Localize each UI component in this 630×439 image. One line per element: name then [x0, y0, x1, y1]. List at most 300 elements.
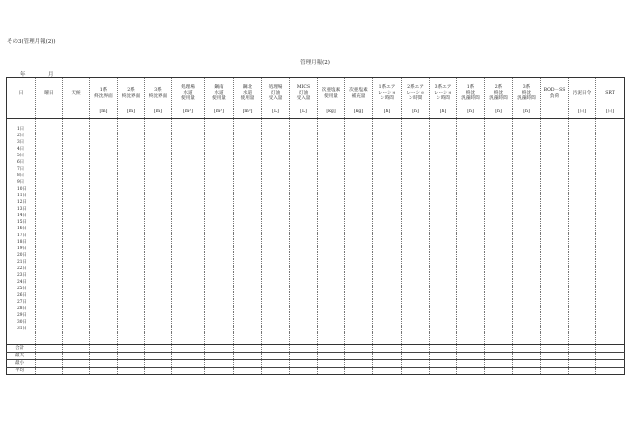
entry-cell[interactable] [205, 206, 234, 213]
entry-cell[interactable] [541, 139, 569, 146]
entry-cell[interactable] [541, 259, 569, 266]
entry-cell[interactable] [541, 252, 569, 259]
entry-cell[interactable] [145, 279, 172, 286]
summary-cell[interactable] [90, 367, 118, 375]
entry-cell[interactable] [373, 246, 402, 253]
entry-cell[interactable] [63, 186, 90, 193]
entry-cell[interactable] [90, 146, 118, 153]
entry-cell[interactable] [373, 199, 402, 206]
entry-cell[interactable] [596, 139, 625, 146]
entry-cell[interactable] [205, 319, 234, 326]
entry-cell[interactable] [373, 139, 402, 146]
summary-cell[interactable] [63, 345, 90, 353]
entry-cell[interactable] [318, 193, 345, 200]
entry-cell[interactable] [36, 139, 63, 146]
entry-cell[interactable] [345, 199, 373, 206]
summary-cell[interactable] [205, 345, 234, 353]
summary-cell[interactable] [345, 352, 373, 360]
entry-cell[interactable] [596, 312, 625, 319]
summary-cell[interactable] [262, 345, 290, 353]
entry-cell[interactable] [345, 193, 373, 200]
entry-cell[interactable] [205, 173, 234, 180]
entry-cell[interactable] [234, 312, 262, 319]
entry-cell[interactable] [63, 226, 90, 233]
entry-cell[interactable] [205, 272, 234, 279]
entry-cell[interactable] [318, 186, 345, 193]
entry-cell[interactable] [457, 226, 485, 233]
entry-cell[interactable] [373, 306, 402, 313]
entry-cell[interactable] [430, 213, 457, 220]
entry-cell[interactable] [290, 199, 318, 206]
entry-cell[interactable] [373, 286, 402, 293]
summary-cell[interactable] [373, 360, 402, 368]
entry-cell[interactable] [90, 153, 118, 160]
entry-cell[interactable] [402, 233, 430, 240]
summary-cell[interactable] [145, 352, 172, 360]
entry-cell[interactable] [205, 239, 234, 246]
entry-cell[interactable] [457, 173, 485, 180]
entry-cell[interactable] [318, 159, 345, 166]
entry-cell[interactable] [373, 233, 402, 240]
entry-cell[interactable] [290, 299, 318, 306]
entry-cell[interactable] [90, 286, 118, 293]
entry-cell[interactable] [318, 272, 345, 279]
summary-cell[interactable] [36, 367, 63, 375]
summary-cell[interactable] [118, 367, 145, 375]
entry-cell[interactable] [541, 166, 569, 173]
entry-cell[interactable] [36, 299, 63, 306]
entry-cell[interactable] [402, 292, 430, 299]
entry-cell[interactable] [402, 139, 430, 146]
entry-cell[interactable] [541, 286, 569, 293]
entry-cell[interactable] [290, 173, 318, 180]
entry-cell[interactable] [36, 252, 63, 259]
entry-cell[interactable] [345, 126, 373, 133]
entry-cell[interactable] [145, 206, 172, 213]
entry-cell[interactable] [345, 319, 373, 326]
entry-cell[interactable] [485, 259, 513, 266]
entry-cell[interactable] [36, 219, 63, 226]
entry-cell[interactable] [290, 326, 318, 333]
entry-cell[interactable] [457, 213, 485, 220]
summary-cell[interactable] [90, 360, 118, 368]
entry-cell[interactable] [596, 206, 625, 213]
entry-cell[interactable] [485, 312, 513, 319]
entry-cell[interactable] [485, 219, 513, 226]
entry-cell[interactable] [90, 279, 118, 286]
entry-cell[interactable] [90, 133, 118, 140]
entry-cell[interactable] [541, 153, 569, 160]
entry-cell[interactable] [596, 299, 625, 306]
entry-cell[interactable] [118, 306, 145, 313]
entry-cell[interactable] [145, 292, 172, 299]
entry-cell[interactable] [36, 259, 63, 266]
entry-cell[interactable] [485, 146, 513, 153]
entry-cell[interactable] [63, 259, 90, 266]
entry-cell[interactable] [318, 226, 345, 233]
entry-cell[interactable] [90, 246, 118, 253]
entry-cell[interactable] [569, 179, 596, 186]
entry-cell[interactable] [485, 166, 513, 173]
summary-cell[interactable] [318, 367, 345, 375]
entry-cell[interactable] [205, 292, 234, 299]
entry-cell[interactable] [457, 259, 485, 266]
entry-cell[interactable] [262, 292, 290, 299]
entry-cell[interactable] [569, 146, 596, 153]
entry-cell[interactable] [234, 266, 262, 273]
entry-cell[interactable] [234, 166, 262, 173]
summary-cell[interactable] [457, 352, 485, 360]
entry-cell[interactable] [36, 326, 63, 333]
entry-cell[interactable] [569, 139, 596, 146]
entry-cell[interactable] [596, 239, 625, 246]
summary-cell[interactable] [172, 360, 205, 368]
entry-cell[interactable] [118, 259, 145, 266]
entry-cell[interactable] [145, 266, 172, 273]
entry-cell[interactable] [513, 153, 541, 160]
summary-cell[interactable] [345, 360, 373, 368]
entry-cell[interactable] [290, 279, 318, 286]
entry-cell[interactable] [430, 286, 457, 293]
entry-cell[interactable] [63, 272, 90, 279]
entry-cell[interactable] [318, 259, 345, 266]
summary-cell[interactable] [36, 352, 63, 360]
entry-cell[interactable] [118, 226, 145, 233]
entry-cell[interactable] [345, 133, 373, 140]
entry-cell[interactable] [402, 306, 430, 313]
entry-cell[interactable] [457, 239, 485, 246]
entry-cell[interactable] [318, 219, 345, 226]
entry-cell[interactable] [234, 199, 262, 206]
summary-cell[interactable] [596, 360, 625, 368]
entry-cell[interactable] [430, 206, 457, 213]
entry-cell[interactable] [345, 173, 373, 180]
entry-cell[interactable] [457, 166, 485, 173]
entry-cell[interactable] [172, 153, 205, 160]
summary-cell[interactable] [234, 367, 262, 375]
entry-cell[interactable] [36, 179, 63, 186]
entry-cell[interactable] [596, 252, 625, 259]
entry-cell[interactable] [485, 266, 513, 273]
entry-cell[interactable] [541, 239, 569, 246]
entry-cell[interactable] [569, 286, 596, 293]
entry-cell[interactable] [36, 233, 63, 240]
entry-cell[interactable] [118, 153, 145, 160]
summary-cell[interactable] [145, 360, 172, 368]
entry-cell[interactable] [36, 206, 63, 213]
entry-cell[interactable] [234, 133, 262, 140]
entry-cell[interactable] [485, 153, 513, 160]
entry-cell[interactable] [145, 286, 172, 293]
entry-cell[interactable] [430, 219, 457, 226]
entry-cell[interactable] [513, 272, 541, 279]
entry-cell[interactable] [485, 239, 513, 246]
entry-cell[interactable] [90, 173, 118, 180]
entry-cell[interactable] [63, 279, 90, 286]
entry-cell[interactable] [63, 246, 90, 253]
entry-cell[interactable] [290, 219, 318, 226]
entry-cell[interactable] [373, 126, 402, 133]
summary-cell[interactable] [262, 360, 290, 368]
entry-cell[interactable] [63, 139, 90, 146]
entry-cell[interactable] [145, 312, 172, 319]
entry-cell[interactable] [485, 213, 513, 220]
summary-cell[interactable] [290, 345, 318, 353]
entry-cell[interactable] [63, 219, 90, 226]
entry-cell[interactable] [90, 306, 118, 313]
entry-cell[interactable] [596, 306, 625, 313]
entry-cell[interactable] [345, 292, 373, 299]
entry-cell[interactable] [457, 219, 485, 226]
entry-cell[interactable] [290, 186, 318, 193]
entry-cell[interactable] [569, 166, 596, 173]
entry-cell[interactable] [172, 126, 205, 133]
entry-cell[interactable] [205, 126, 234, 133]
entry-cell[interactable] [430, 252, 457, 259]
entry-cell[interactable] [373, 326, 402, 333]
entry-cell[interactable] [513, 226, 541, 233]
entry-cell[interactable] [373, 226, 402, 233]
entry-cell[interactable] [63, 299, 90, 306]
entry-cell[interactable] [373, 239, 402, 246]
entry-cell[interactable] [596, 153, 625, 160]
entry-cell[interactable] [485, 246, 513, 253]
entry-cell[interactable] [262, 133, 290, 140]
entry-cell[interactable] [36, 239, 63, 246]
entry-cell[interactable] [345, 239, 373, 246]
summary-cell[interactable] [118, 345, 145, 353]
entry-cell[interactable] [205, 193, 234, 200]
entry-cell[interactable] [36, 292, 63, 299]
entry-cell[interactable] [290, 306, 318, 313]
entry-cell[interactable] [485, 226, 513, 233]
entry-cell[interactable] [172, 173, 205, 180]
entry-cell[interactable] [118, 272, 145, 279]
entry-cell[interactable] [172, 306, 205, 313]
entry-cell[interactable] [345, 326, 373, 333]
entry-cell[interactable] [318, 246, 345, 253]
entry-cell[interactable] [118, 239, 145, 246]
entry-cell[interactable] [318, 206, 345, 213]
entry-cell[interactable] [118, 326, 145, 333]
entry-cell[interactable] [205, 159, 234, 166]
entry-cell[interactable] [569, 126, 596, 133]
entry-cell[interactable] [118, 206, 145, 213]
entry-cell[interactable] [234, 299, 262, 306]
entry-cell[interactable] [402, 272, 430, 279]
entry-cell[interactable] [318, 133, 345, 140]
summary-cell[interactable] [541, 367, 569, 375]
entry-cell[interactable] [234, 139, 262, 146]
entry-cell[interactable] [513, 173, 541, 180]
entry-cell[interactable] [290, 252, 318, 259]
entry-cell[interactable] [205, 166, 234, 173]
entry-cell[interactable] [485, 173, 513, 180]
entry-cell[interactable] [172, 159, 205, 166]
entry-cell[interactable] [569, 206, 596, 213]
entry-cell[interactable] [172, 286, 205, 293]
entry-cell[interactable] [63, 166, 90, 173]
summary-cell[interactable] [290, 352, 318, 360]
entry-cell[interactable] [205, 146, 234, 153]
summary-cell[interactable] [430, 345, 457, 353]
entry-cell[interactable] [402, 226, 430, 233]
summary-cell[interactable] [205, 367, 234, 375]
entry-cell[interactable] [541, 219, 569, 226]
entry-cell[interactable] [457, 146, 485, 153]
entry-cell[interactable] [63, 239, 90, 246]
entry-cell[interactable] [430, 299, 457, 306]
entry-cell[interactable] [90, 206, 118, 213]
entry-cell[interactable] [145, 166, 172, 173]
entry-cell[interactable] [290, 312, 318, 319]
entry-cell[interactable] [145, 139, 172, 146]
summary-cell[interactable] [596, 367, 625, 375]
summary-cell[interactable] [569, 367, 596, 375]
entry-cell[interactable] [373, 166, 402, 173]
entry-cell[interactable] [485, 186, 513, 193]
summary-cell[interactable] [63, 367, 90, 375]
entry-cell[interactable] [541, 199, 569, 206]
entry-cell[interactable] [373, 186, 402, 193]
entry-cell[interactable] [373, 299, 402, 306]
entry-cell[interactable] [513, 279, 541, 286]
entry-cell[interactable] [234, 292, 262, 299]
entry-cell[interactable] [402, 266, 430, 273]
summary-cell[interactable] [145, 345, 172, 353]
entry-cell[interactable] [485, 179, 513, 186]
summary-cell[interactable] [430, 360, 457, 368]
entry-cell[interactable] [290, 159, 318, 166]
entry-cell[interactable] [172, 272, 205, 279]
entry-cell[interactable] [373, 279, 402, 286]
entry-cell[interactable] [262, 146, 290, 153]
entry-cell[interactable] [402, 312, 430, 319]
entry-cell[interactable] [402, 299, 430, 306]
entry-cell[interactable] [457, 153, 485, 160]
entry-cell[interactable] [290, 292, 318, 299]
entry-cell[interactable] [63, 326, 90, 333]
entry-cell[interactable] [36, 186, 63, 193]
entry-cell[interactable] [90, 252, 118, 259]
entry-cell[interactable] [90, 186, 118, 193]
entry-cell[interactable] [569, 299, 596, 306]
summary-cell[interactable] [402, 360, 430, 368]
entry-cell[interactable] [205, 133, 234, 140]
entry-cell[interactable] [234, 153, 262, 160]
entry-cell[interactable] [90, 233, 118, 240]
entry-cell[interactable] [513, 326, 541, 333]
entry-cell[interactable] [118, 173, 145, 180]
entry-cell[interactable] [373, 319, 402, 326]
entry-cell[interactable] [234, 159, 262, 166]
summary-cell[interactable] [430, 367, 457, 375]
entry-cell[interactable] [373, 193, 402, 200]
entry-cell[interactable] [63, 206, 90, 213]
entry-cell[interactable] [36, 226, 63, 233]
entry-cell[interactable] [541, 266, 569, 273]
entry-cell[interactable] [262, 139, 290, 146]
entry-cell[interactable] [63, 126, 90, 133]
entry-cell[interactable] [569, 266, 596, 273]
entry-cell[interactable] [373, 153, 402, 160]
entry-cell[interactable] [373, 272, 402, 279]
entry-cell[interactable] [118, 146, 145, 153]
entry-cell[interactable] [118, 219, 145, 226]
entry-cell[interactable] [513, 166, 541, 173]
entry-cell[interactable] [36, 153, 63, 160]
entry-cell[interactable] [145, 179, 172, 186]
entry-cell[interactable] [569, 279, 596, 286]
entry-cell[interactable] [118, 133, 145, 140]
entry-cell[interactable] [172, 146, 205, 153]
entry-cell[interactable] [457, 179, 485, 186]
entry-cell[interactable] [485, 199, 513, 206]
entry-cell[interactable] [485, 133, 513, 140]
entry-cell[interactable] [145, 319, 172, 326]
entry-cell[interactable] [145, 299, 172, 306]
entry-cell[interactable] [262, 259, 290, 266]
entry-cell[interactable] [513, 233, 541, 240]
summary-cell[interactable] [430, 352, 457, 360]
entry-cell[interactable] [513, 146, 541, 153]
entry-cell[interactable] [90, 319, 118, 326]
entry-cell[interactable] [457, 272, 485, 279]
entry-cell[interactable] [569, 306, 596, 313]
entry-cell[interactable] [402, 193, 430, 200]
entry-cell[interactable] [596, 266, 625, 273]
entry-cell[interactable] [145, 213, 172, 220]
entry-cell[interactable] [234, 226, 262, 233]
entry-cell[interactable] [373, 219, 402, 226]
entry-cell[interactable] [541, 133, 569, 140]
entry-cell[interactable] [457, 233, 485, 240]
entry-cell[interactable] [373, 206, 402, 213]
entry-cell[interactable] [290, 319, 318, 326]
entry-cell[interactable] [205, 199, 234, 206]
entry-cell[interactable] [262, 312, 290, 319]
summary-cell[interactable] [485, 367, 513, 375]
entry-cell[interactable] [63, 179, 90, 186]
entry-cell[interactable] [262, 153, 290, 160]
entry-cell[interactable] [90, 139, 118, 146]
entry-cell[interactable] [541, 226, 569, 233]
entry-cell[interactable] [90, 299, 118, 306]
entry-cell[interactable] [118, 179, 145, 186]
entry-cell[interactable] [172, 233, 205, 240]
entry-cell[interactable] [569, 173, 596, 180]
entry-cell[interactable] [205, 299, 234, 306]
entry-cell[interactable] [172, 166, 205, 173]
entry-cell[interactable] [430, 139, 457, 146]
entry-cell[interactable] [90, 259, 118, 266]
entry-cell[interactable] [569, 226, 596, 233]
entry-cell[interactable] [90, 239, 118, 246]
summary-cell[interactable] [569, 352, 596, 360]
entry-cell[interactable] [402, 133, 430, 140]
entry-cell[interactable] [118, 193, 145, 200]
entry-cell[interactable] [569, 159, 596, 166]
entry-cell[interactable] [63, 292, 90, 299]
summary-cell[interactable] [318, 360, 345, 368]
entry-cell[interactable] [513, 239, 541, 246]
entry-cell[interactable] [172, 213, 205, 220]
entry-cell[interactable] [373, 292, 402, 299]
entry-cell[interactable] [145, 239, 172, 246]
entry-cell[interactable] [485, 292, 513, 299]
entry-cell[interactable] [596, 159, 625, 166]
summary-cell[interactable] [318, 352, 345, 360]
